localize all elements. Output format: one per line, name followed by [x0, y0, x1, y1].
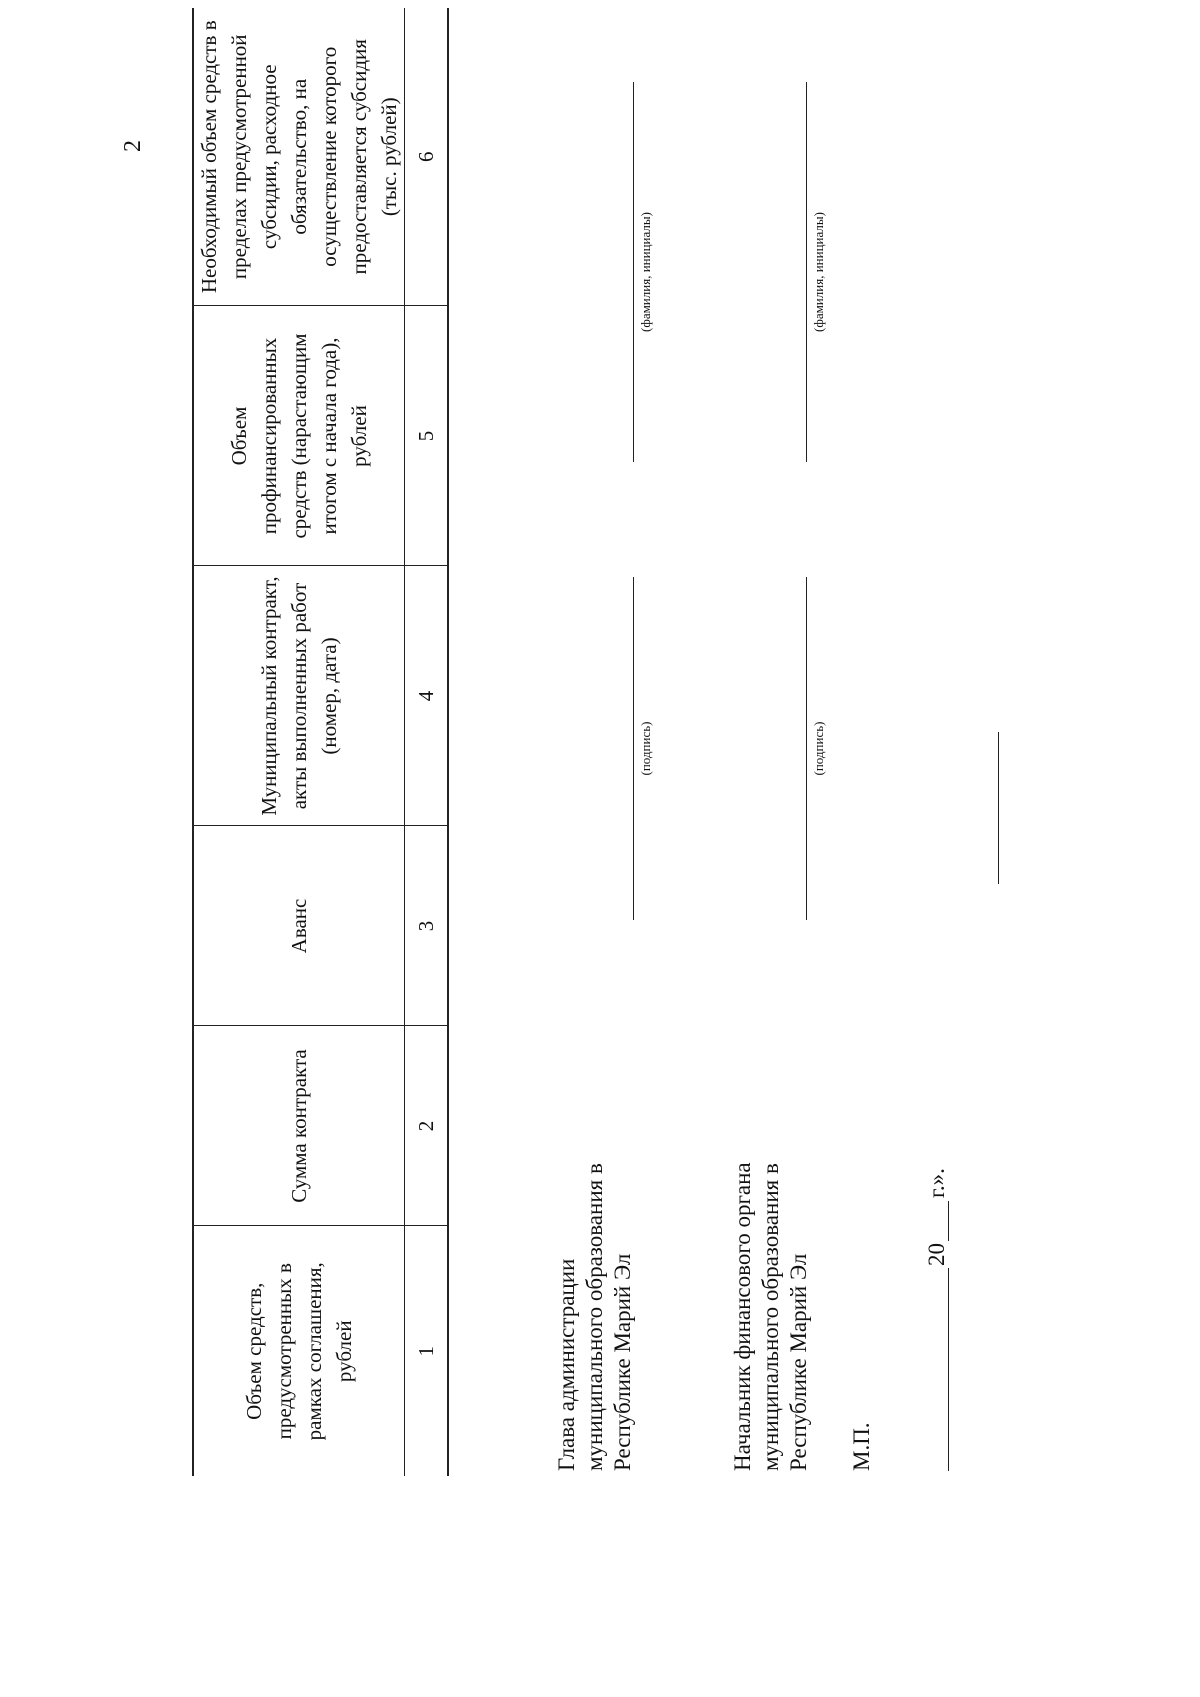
- name-caption: (фамилия, инициалы): [811, 212, 826, 332]
- report-table: [192, 8, 449, 1476]
- column-number: 3: [405, 826, 449, 1026]
- column-number: 5: [405, 306, 449, 566]
- name-caption: (фамилия, инициалы): [638, 212, 653, 332]
- column-number: 1: [405, 1226, 449, 1476]
- table-header-row: [193, 8, 405, 1476]
- header-cell: Необходимый объем средств в пределах предусмотренной субсидии, расходное обязательство, на осуществление которого предоставляется субсидия (тыс. рублей): [193, 8, 405, 306]
- page-number: 2: [120, 140, 146, 152]
- column-number-row: [405, 8, 449, 1476]
- column-number: 2: [405, 1026, 449, 1226]
- signature-line: [633, 577, 634, 920]
- header-cell: Муниципальный контракт, акты выполненных работ (номер, дата): [193, 566, 405, 826]
- signature-caption: (подпись): [811, 721, 826, 776]
- signature-label-head: Глава администрации муниципального образования в Республике Марий Эл: [554, 1163, 635, 1471]
- header-cell: Объем средств, предусмотренных в рамках соглашения, рублей: [193, 1226, 405, 1476]
- header-cell: Объем профинансированных средств (нарастающим итогом с начала года), рублей: [193, 306, 405, 566]
- date-suffix: г.».: [924, 1168, 949, 1198]
- name-line: [633, 82, 634, 462]
- date-day-line: [948, 1268, 949, 1471]
- name-line: [806, 82, 807, 462]
- signature-label-finance: Начальник финансового органа муниципального образования в Республике Марий Эл: [730, 1162, 811, 1471]
- extra-line: [998, 732, 999, 884]
- date-year-prefix: 20: [924, 1243, 949, 1266]
- header-cell: Сумма контракта: [193, 1026, 405, 1226]
- signature-caption: (подпись): [638, 721, 653, 776]
- date-year-line: [948, 1201, 949, 1241]
- stamp-mark: М.П.: [849, 1422, 874, 1471]
- column-number: 4: [405, 566, 449, 826]
- signature-line: [806, 577, 807, 920]
- header-cell: Аванс: [193, 826, 405, 1026]
- column-number: 6: [405, 8, 449, 306]
